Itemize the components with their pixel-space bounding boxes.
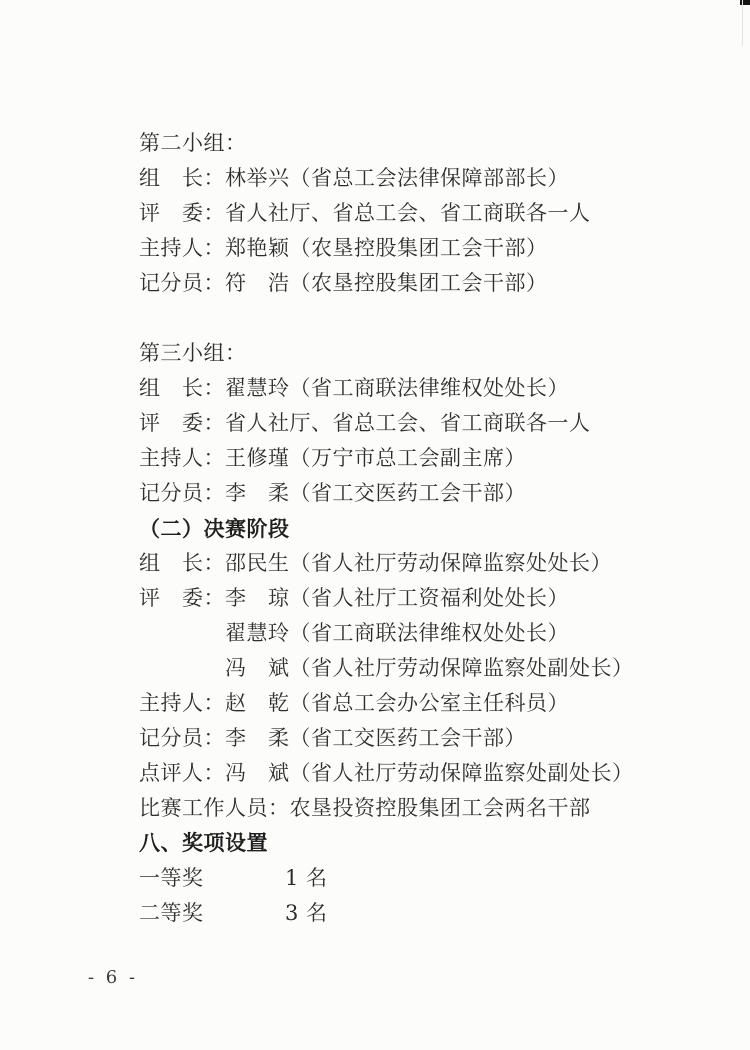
award-label: 二等奖 — [139, 901, 204, 925]
final-judge-line-2: 翟慧玲（省工商联法律维权处处长） — [139, 621, 569, 645]
final-staff-line: 比赛工作人员：农垦投资控股集团工会两名干部 — [139, 796, 591, 820]
group3-scorer-line: 记分员：李 柔（省工交医药工会干部） — [139, 481, 526, 505]
award-row-first-prize — [139, 861, 679, 896]
group2-leader-line: 组 长：林举兴（省总工会法律保障部部长） — [139, 166, 569, 190]
final-judge-line-3: 冯 斌（省人社厅劳动保障监察处副处长） — [139, 656, 634, 680]
page-number: - 6 - — [88, 967, 139, 988]
heading-group-2: 第二小组： — [139, 131, 247, 155]
scan-edge-artifact — [742, 0, 743, 46]
group3-judges-line: 评 委：省人社厅、省总工会、省工商联各一人 — [139, 411, 591, 435]
heading-group-3: 第三小组： — [139, 341, 247, 365]
group2-judges-line: 评 委：省人社厅、省总工会、省工商联各一人 — [139, 201, 591, 225]
award-row-second-prize — [139, 896, 679, 931]
group3-leader-line: 组 长：翟慧玲（省工商联法律维权处处长） — [139, 376, 569, 400]
spacer-line — [139, 301, 679, 336]
final-commentator-line: 点评人：冯 斌（省人社厅劳动保障监察处副处长） — [139, 761, 634, 785]
group2-scorer-line: 记分员：符 浩（农垦控股集团工会干部） — [139, 271, 548, 295]
final-host-line: 主持人：赵 乾（省总工会办公室主任科员） — [139, 691, 569, 715]
group3-host-line: 主持人：王修瑾（万宁市总工会副主席） — [139, 446, 526, 470]
award-label: 一等奖 — [139, 866, 204, 890]
final-scorer-line: 记分员：李 柔（省工交医药工会干部） — [139, 726, 526, 750]
document-body — [139, 126, 679, 931]
heading-awards: 八、奖项设置 — [139, 831, 268, 855]
final-leader-line: 组 长：邵民生（省人社厅劳动保障监察处处长） — [139, 551, 612, 575]
award-count: 3 名 — [285, 901, 328, 925]
group2-host-line: 主持人：郑艳颖（农垦控股集团工会干部） — [139, 236, 548, 260]
final-judge-line-1: 评 委：李 琼（省人社厅工资福利处处长） — [139, 586, 569, 610]
heading-final-stage: （二）决赛阶段 — [139, 516, 290, 541]
award-count: 1 名 — [285, 866, 328, 890]
